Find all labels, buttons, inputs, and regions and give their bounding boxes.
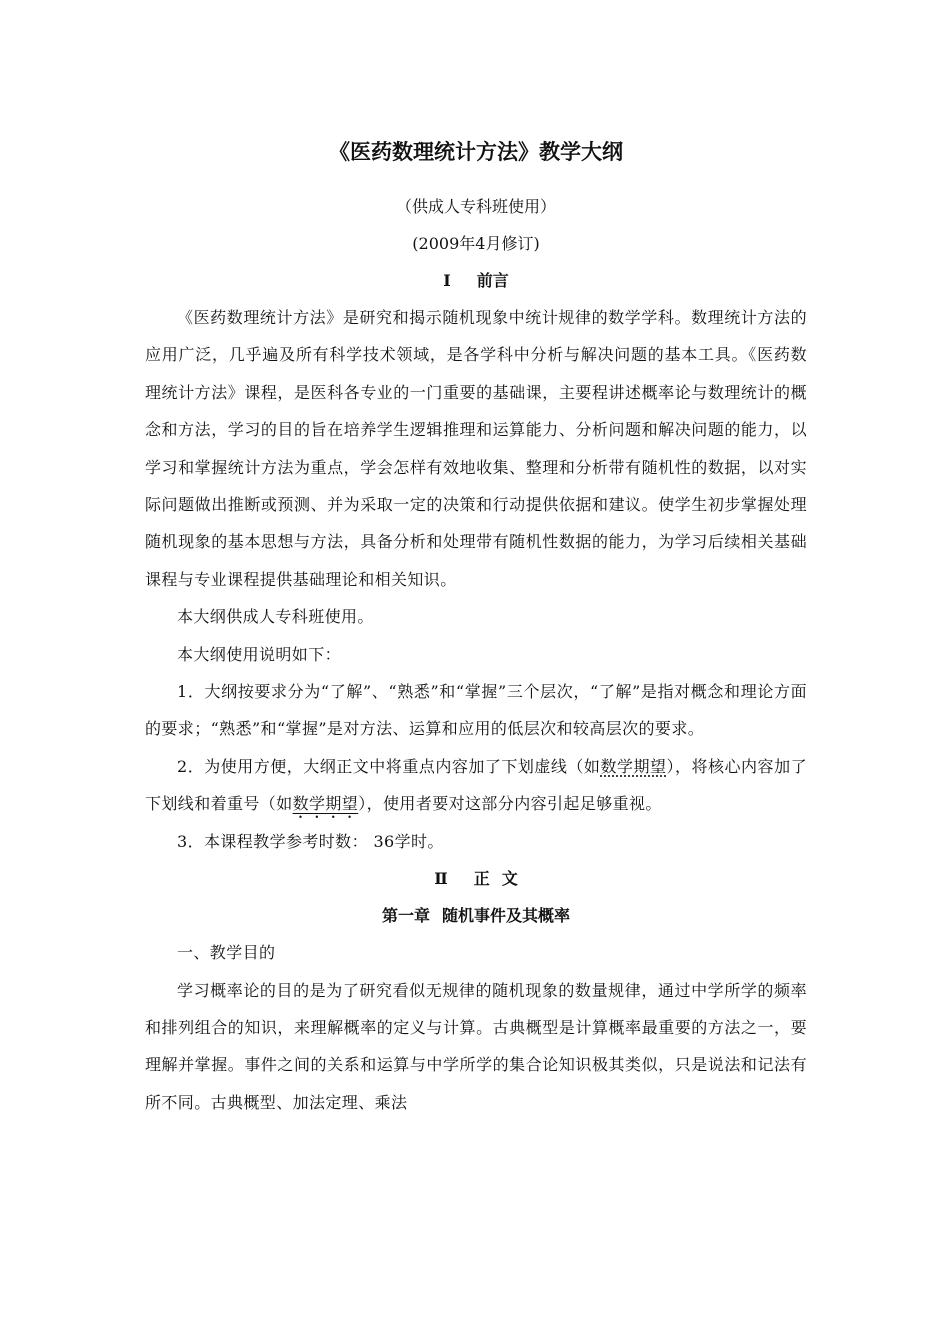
preface-paragraph-3: 本大纲使用说明如下：	[177, 644, 342, 664]
solid-underline-example: 数学期望	[292, 794, 359, 814]
preface-p5-text-b: ），将核心内容加了下划线和着重号（如	[145, 756, 807, 814]
chapter-paragraph-1: 学习概率论的目的是为了研究看似无规律的随机现象的数量规律，通过中学所学的频率和排列组合的知识，来理解概率的定义与计算。古典概型是计算概率最重要的方法之一，要理解并掌握。事件之间的关系和运算与中学所学的集合论知识极其类似，只是说法和记法有所不同。古典概型、加法定理、乘法	[145, 980, 807, 1112]
document-page	[145, 130, 807, 1121]
dotted-underline-example: 数学期望	[600, 756, 667, 776]
preface-paragraph-4: 1．大纲按要求分为“了解”、“熟悉”和“掌握”三个层次，“了解”是指对概念和理论方面的要求；“熟悉”和“掌握”是对方法、运算和应用的低层次和较高层次的要求。	[145, 682, 807, 739]
chapter-heading	[145, 897, 807, 934]
preface-paragraph-2: 本大纲供成人专科班使用。	[177, 607, 374, 627]
section-name: 前言	[476, 271, 509, 290]
section-name-part-b: 文	[501, 869, 518, 889]
section-name-part-a: 正	[473, 869, 490, 889]
document-title: 《医药数理统计方法》教学大纲	[329, 139, 623, 164]
section-heading-preface	[145, 262, 807, 299]
document-subtitle: （供成人专科班使用）	[395, 197, 556, 216]
chapter-subheading: 一、教学目的	[177, 943, 276, 963]
section-numeral: Ⅱ	[434, 869, 448, 889]
chapter-label: 第一章	[381, 906, 430, 926]
section-heading-main	[145, 860, 807, 897]
preface-paragraph-1: 《医药数理统计方法》是研究和揭示随机现象中统计规律的数学学科。数理统计方法的应用广泛，几乎遍及所有科学技术领域，是各学科中分析与解决问题的基本工具。《医药数理统计方法》课程，是医科各专业的一门重要的基础课，主要程讲述概率论与数理统计的概念和方法，学习的目的旨在培养学生逻辑推理和运算能力、分析问题和解决问题的能力，以学习和掌握统计方法为重点，学会怎样有效地收集、整理和分析带有随机性的数据，以对实际问题做出推断或预测、并为采取一定的决策和行动提供依据和建议。使学生初步掌握处理随机现象的基本思想与方法，具备分析和处理带有随机性数据的能力，为学习后续相关基础课程与专业课程提供基础理论和相关知识。	[145, 308, 807, 589]
section-numeral: Ⅰ	[443, 271, 451, 290]
preface-p5-text-a: 2．为使用方便，大纲正文中将重点内容加了下划虚线（如	[177, 756, 601, 776]
preface-paragraph-6: 3．本课程教学参考时数： 36学时。	[177, 831, 444, 851]
chapter-name: 随机事件及其概率	[442, 906, 571, 926]
preface-p5-text-c: ），使用者要对这部分内容引起足够重视。	[358, 794, 662, 814]
document-revision: (2009年4月修订)	[412, 234, 540, 253]
preface-paragraph-5	[145, 748, 807, 823]
